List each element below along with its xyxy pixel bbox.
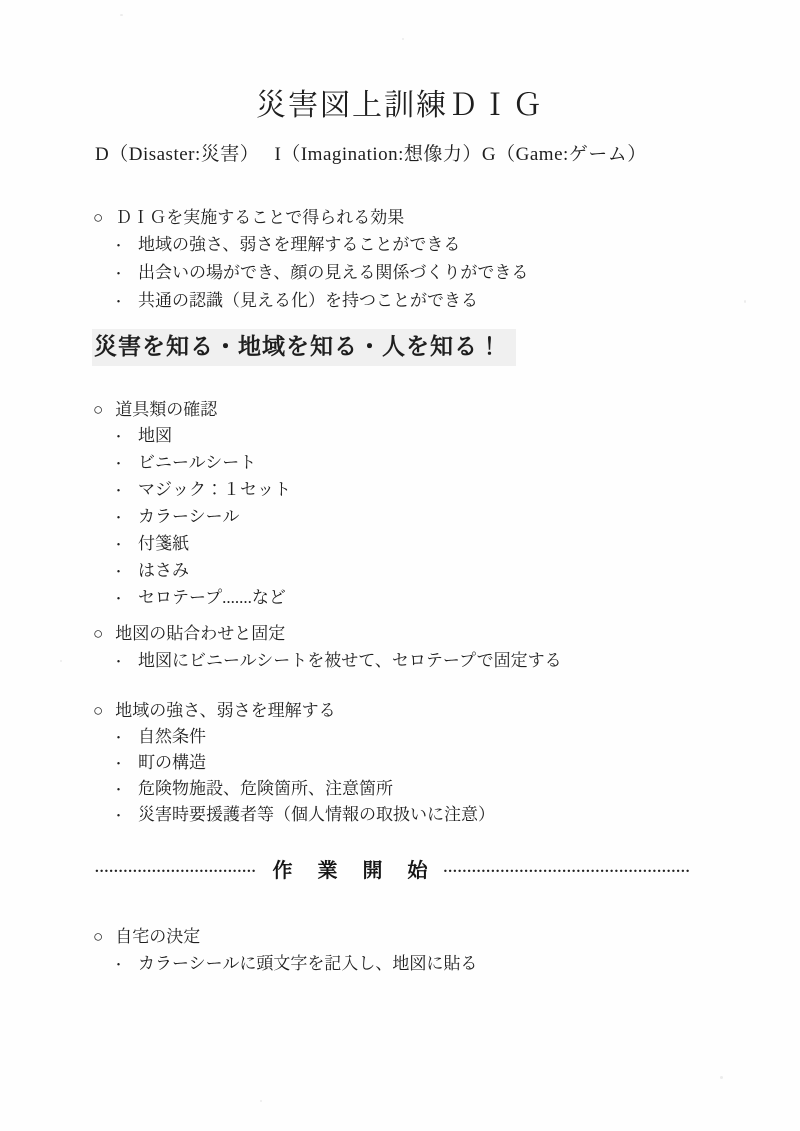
list-item-text: 地域の強さ、弱さを理解することができる xyxy=(138,235,461,254)
bullet-icon: ・ xyxy=(112,730,126,745)
list-item xyxy=(112,724,750,750)
list-item xyxy=(112,450,750,477)
list-item-text: 共通の認識（見える化）を持つことができる xyxy=(138,291,479,310)
bullet-icon: ・ xyxy=(112,510,126,525)
bullet-icon: ・ xyxy=(112,238,126,253)
bullet-list xyxy=(93,950,750,978)
scan-speck xyxy=(720,1076,723,1079)
list-item-text: 町の構造 xyxy=(138,753,207,772)
slogan-highlight: 災害を知る・地域を知る・人を知る！ xyxy=(92,329,516,366)
scan-speck xyxy=(60,660,62,662)
list-item xyxy=(112,531,750,558)
divider-dots-left: .................................. xyxy=(95,860,257,876)
list-item xyxy=(112,287,750,315)
list-item-text: 災害時要援護者等（個人情報の取扱いに注意） xyxy=(138,805,496,824)
circle-marker-icon: ○ xyxy=(93,400,104,419)
circle-marker-icon: ○ xyxy=(93,208,104,227)
bullet-icon: ・ xyxy=(112,654,126,669)
list-item-text: 地図にビニールシートを被せて、セロテープで固定する xyxy=(138,651,562,670)
circle-marker-icon: ○ xyxy=(93,927,104,946)
list-item-text: 危険物施設、危険箇所、注意箇所 xyxy=(138,779,394,798)
list-item xyxy=(112,423,750,450)
bullet-icon: ・ xyxy=(112,537,126,552)
list-item-text: 出会いの場ができ、顔の見える関係づくりができる xyxy=(138,263,529,282)
bullet-icon: ・ xyxy=(112,294,126,309)
list-item xyxy=(112,647,750,675)
section-heading xyxy=(93,697,750,724)
work-start-divider xyxy=(95,854,722,883)
section-heading-text: 地図の貼合わせと固定 xyxy=(115,624,286,643)
list-item-text: 地図 xyxy=(138,426,173,445)
bullet-list xyxy=(93,724,750,828)
list-item xyxy=(112,558,750,585)
divider-dots-right: .................................................... xyxy=(443,860,691,876)
bullet-list xyxy=(93,647,750,675)
circle-marker-icon: ○ xyxy=(93,701,104,720)
bullet-icon: ・ xyxy=(112,266,126,281)
section-heading-text: 自宅の決定 xyxy=(115,927,201,946)
list-item-text: ビニールシート xyxy=(138,453,257,472)
list-item-text: カラーシールに頭文字を記入し、地図に貼る xyxy=(138,954,478,973)
scan-speck xyxy=(120,14,123,16)
list-item xyxy=(112,950,750,978)
bullet-icon: ・ xyxy=(112,564,126,579)
section-understand-area xyxy=(93,697,750,828)
list-item xyxy=(112,477,750,504)
list-item-text: 自然条件 xyxy=(138,727,207,746)
bullet-icon: ・ xyxy=(112,429,126,444)
list-item-text: マジック：１セット xyxy=(138,480,292,499)
section-heading-text: 地域の強さ、弱さを理解する xyxy=(115,701,336,720)
page-title: 災害図上訓練ＤＩＧ xyxy=(256,89,544,122)
list-item xyxy=(112,259,750,287)
bullet-icon: ・ xyxy=(112,456,126,471)
list-item xyxy=(112,231,750,259)
section-heading-text: ＤＩＧを実施することで得られる効果 xyxy=(115,208,405,227)
section-tools-check xyxy=(93,396,750,612)
section-home-decision xyxy=(93,923,750,978)
list-item-text: はさみ xyxy=(138,561,190,580)
bullet-icon: ・ xyxy=(112,808,126,823)
bullet-icon: ・ xyxy=(112,756,126,771)
list-item-text: 付箋紙 xyxy=(138,534,190,553)
bullet-icon: ・ xyxy=(112,782,126,797)
bullet-list xyxy=(93,423,750,612)
section-heading xyxy=(93,396,750,423)
list-item xyxy=(112,802,750,828)
scan-speck xyxy=(402,38,404,40)
section-map-fixing xyxy=(93,620,750,675)
scan-speck xyxy=(260,1100,262,1102)
section-heading xyxy=(93,204,750,231)
circle-marker-icon: ○ xyxy=(93,624,104,643)
bullet-list xyxy=(93,231,750,315)
bullet-icon: ・ xyxy=(112,483,126,498)
divider-label: 作 業 開 始 xyxy=(272,860,438,882)
list-item xyxy=(112,776,750,802)
bullet-icon: ・ xyxy=(112,591,126,606)
list-item-text: カラーシール xyxy=(138,507,240,526)
list-item-text: セロテープ.......など xyxy=(138,588,286,607)
section-heading xyxy=(93,923,750,950)
list-item xyxy=(112,585,750,612)
section-heading-text: 道具類の確認 xyxy=(115,400,218,419)
section-dig-effects xyxy=(93,204,750,315)
list-item xyxy=(112,750,750,776)
acronym-subtitle: D（Disaster:災害） I（Imagination:想像力）G（Game:ゲーム） xyxy=(95,144,647,165)
scan-speck xyxy=(744,300,746,303)
bullet-icon: ・ xyxy=(112,957,126,972)
list-item xyxy=(112,504,750,531)
section-heading xyxy=(93,620,750,647)
